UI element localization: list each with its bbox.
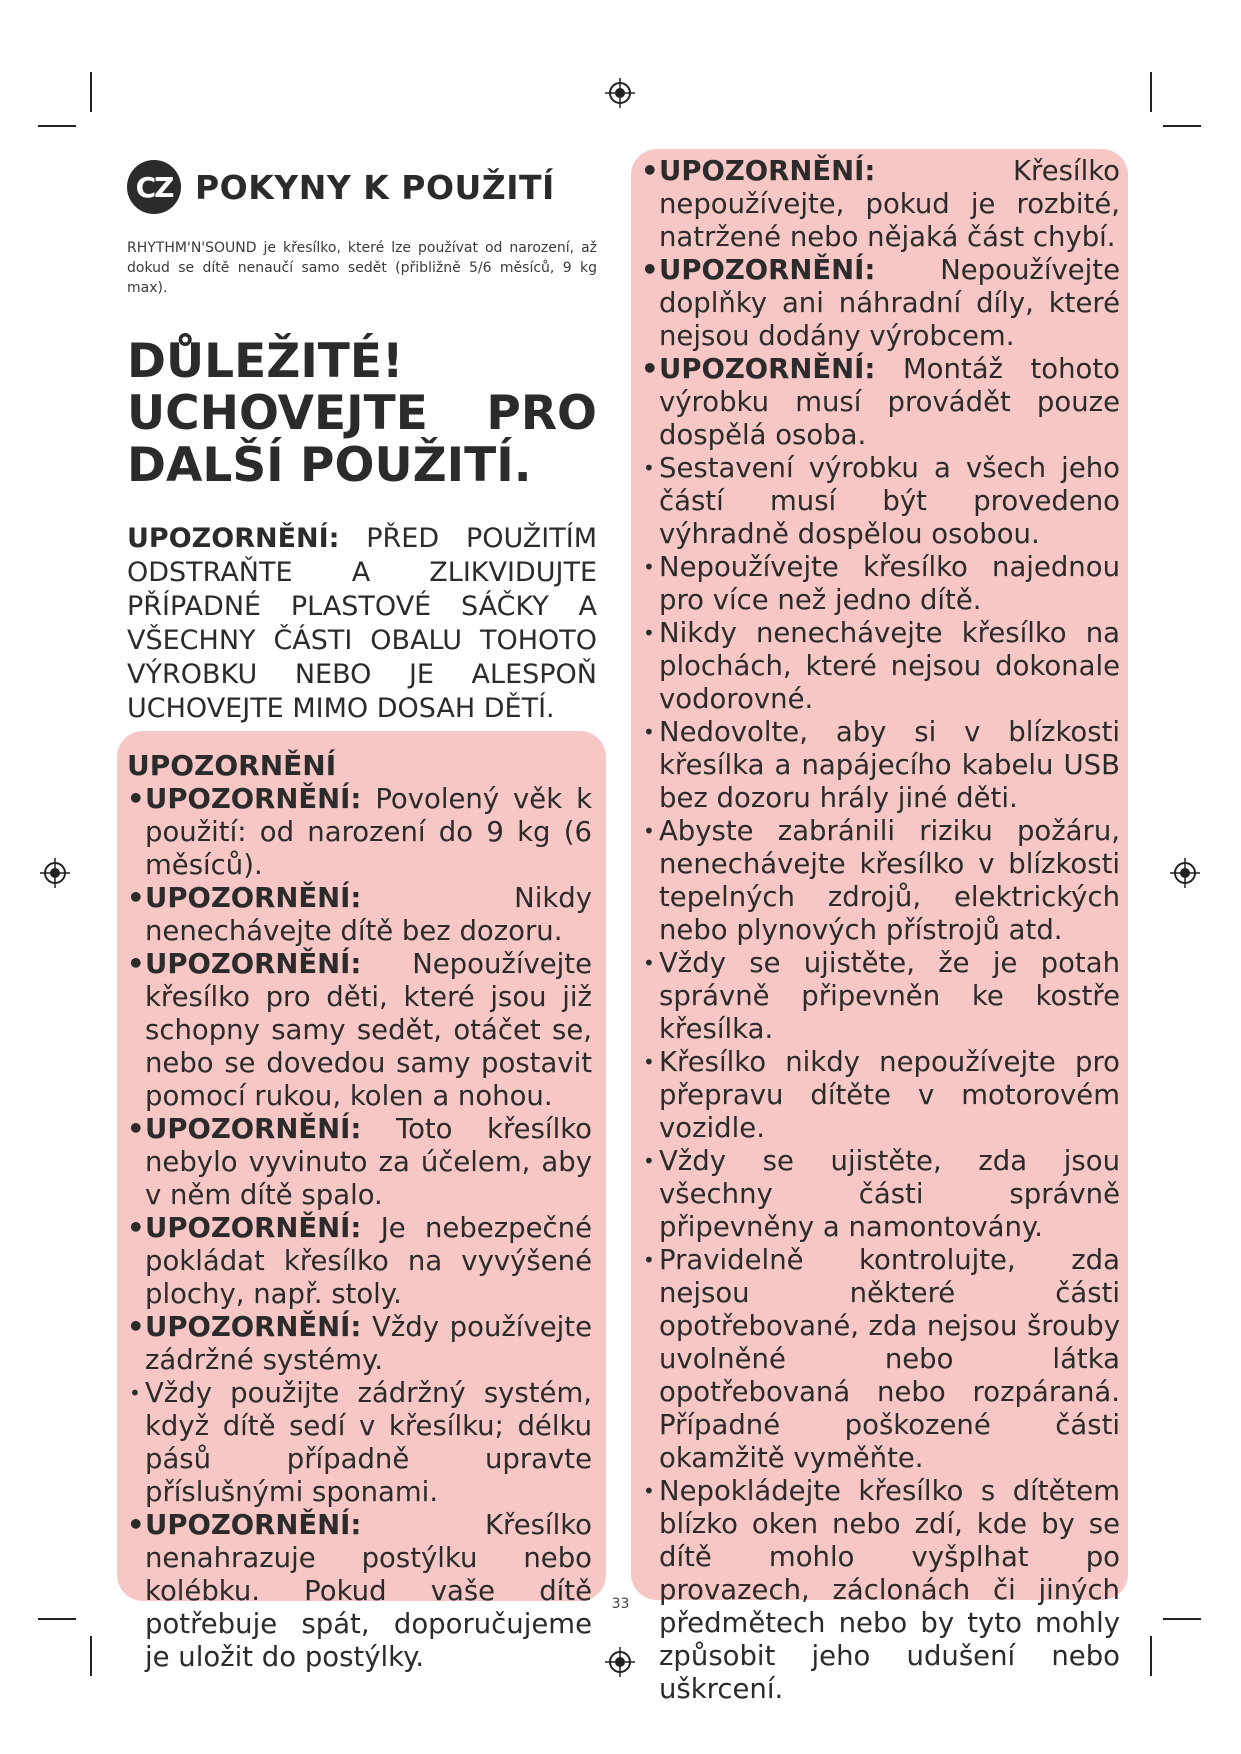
warning-item (641, 947, 1120, 1046)
section-header (127, 160, 597, 214)
warning-label: UPOZORNĚNÍ: (145, 783, 362, 815)
important-heading-line1: DŮLEŽITÉ! (127, 334, 404, 389)
registration-mark-icon (605, 78, 635, 108)
warning-text: Nikdy nenechávejte dítě bez dozoru. (145, 882, 592, 947)
crop-mark (38, 125, 76, 127)
important-heading (127, 336, 597, 492)
warning-label: UPOZORNĚNÍ: (659, 254, 876, 286)
warnings-box-right (631, 149, 1128, 1705)
warning-item (641, 815, 1120, 947)
warning-text: Povolený věk k použití: od narození do 9 kg (6 měsíců). (145, 783, 592, 881)
warning-item (127, 948, 592, 1113)
crop-mark (1163, 1618, 1201, 1620)
warning-item (127, 783, 592, 882)
warning-item (641, 716, 1120, 815)
registration-mark-icon (40, 858, 70, 888)
warning-text: Nikdy nenechávejte křesílko na plochách, které nejsou dokonale vodorovné. (659, 617, 1120, 715)
bullet-icon: • (127, 948, 145, 980)
warning-item (641, 155, 1120, 254)
crop-mark (90, 72, 92, 112)
warning-label: UPOZORNĚNÍ: (145, 1212, 362, 1244)
important-heading-line2 (127, 388, 597, 440)
bullet-icon: • (127, 1113, 145, 1145)
warning-text: Vždy použijte zádržný systém, když dítě sedí v křesílku; délku pásů případně upravte příslušnými sponami. (145, 1377, 592, 1508)
bullet-icon: • (127, 1212, 145, 1244)
warning-text: Nepoužívejte doplňky ani náhradní díly, které nejsou dodány výrobcem. (659, 254, 1120, 352)
registration-mark-icon (605, 1647, 635, 1677)
bullet-icon: • (643, 1479, 655, 1503)
bullet-icon: • (127, 783, 145, 815)
warning-item (641, 1046, 1120, 1145)
warning-text: Vždy se ujistěte, že je potah správně připevněn ke kostře křesílka. (659, 947, 1120, 1045)
warning-item (127, 1509, 592, 1674)
crop-mark (90, 1636, 92, 1676)
packaging-warning-label: UPOZORNĚNÍ: (127, 523, 340, 554)
warning-label: UPOZORNĚNÍ: (659, 353, 876, 385)
bullet-icon: • (641, 254, 659, 286)
bullet-icon: • (643, 621, 655, 645)
warning-item (641, 617, 1120, 716)
warning-item (641, 452, 1120, 551)
bullet-icon: • (643, 1149, 655, 1173)
warning-text: Vždy používejte zádržné systémy. (145, 1311, 592, 1376)
bullet-icon: • (643, 951, 655, 975)
warning-label: UPOZORNĚNÍ: (145, 882, 362, 914)
warning-text: Nedovolte, aby si v blízkosti křesílka a napájecího kabelu USB bez dozoru hrály jiné děti. (659, 716, 1120, 814)
warning-text: Křesílko nepoužívejte, pokud je rozbité, natržené nebo nějaká část chybí. (659, 155, 1120, 253)
warning-text: Křesílko nenahrazuje postýlku nebo kolébku. Pokud vaše dítě potřebuje spát, doporučujeme je uložit do postýlky. (145, 1509, 592, 1673)
bullet-icon: • (129, 1381, 141, 1405)
warning-text: Toto křesílko nebylo vyvinuto za účelem, aby v něm dítě spalo. (145, 1113, 592, 1211)
packaging-warning-text: PŘED POUŽITÍM ODSTRAŇTE A ZLIKVIDUJTE PŘÍPADNÉ PLASTOVÉ SÁČKY A VŠECHNY ČÁSTI OBALU TOHOTO VÝROBKU NEBO JE ALESPOŇ UCHOVEJTE MIMO DOSAH DĚTÍ. (127, 523, 597, 724)
warning-item (641, 1244, 1120, 1475)
bullet-icon: • (643, 1248, 655, 1272)
warning-label: UPOZORNĚNÍ: (145, 1311, 362, 1343)
bullet-icon: • (127, 882, 145, 914)
important-heading-line2a: UCHOVEJTE (127, 386, 428, 441)
warnings-list-left (127, 783, 592, 1674)
bullet-icon: • (127, 1509, 145, 1541)
warning-item (127, 1212, 592, 1311)
warning-text: Abyste zabránili riziku požáru, nenechávejte křesílko v blízkosti tepelných zdrojů, elektrických nebo plynových přístrojů atd. (659, 815, 1120, 946)
warning-text: Nepoužívejte křesílko pro děti, které jsou již schopny samy sedět, otáčet se, nebo se dovedou samy postavit pomocí rukou, kolen a nohou. (145, 948, 592, 1112)
important-heading-line3: DALŠÍ POUŽITÍ. (127, 438, 532, 493)
warning-text: Je nebezpečné pokládat křesílko na vyvýšené plochy, např. stoly. (145, 1212, 592, 1310)
warning-text: Pravidelně kontrolujte, zda nejsou některé části opotřebované, zda nejsou šrouby uvolněné nebo látka opotřebovaná nebo rozpáraná. Případné poškozené části okamžitě vyměňte. (659, 1244, 1120, 1474)
warning-text: Sestavení výrobku a všech jeho částí musí být provedeno výhradně dospělou osobou. (659, 452, 1120, 550)
bullet-icon: • (641, 155, 659, 187)
warning-item (641, 1145, 1120, 1244)
warning-text: Křesílko nikdy nepoužívejte pro přepravu dítěte v motorovém vozidle. (659, 1046, 1120, 1144)
registration-mark-icon (1170, 858, 1200, 888)
warning-item (641, 353, 1120, 452)
warning-item (641, 551, 1120, 617)
warning-text: Montáž tohoto výrobku musí provádět pouze dospělá osoba. (659, 353, 1120, 451)
left-column (127, 160, 597, 726)
intro-paragraph: RHYTHM'N'SOUND je křesílko, které lze používat od narození, až dokud se dítě nenaučí samo sedět (přibližně 5/6 měsíců, 9 kg max). (127, 240, 597, 296)
crop-mark (1163, 125, 1201, 127)
important-heading-line2b: PRO (486, 386, 597, 441)
bullet-icon: • (643, 555, 655, 579)
bullet-icon: • (643, 720, 655, 744)
warning-item (127, 1377, 592, 1509)
warning-text: Nepokládejte křesílko s dítětem blízko oken nebo zdí, kde by se dítě mohlo vyšplhat po provazech, záclonách či jiných předmětech nebo by tyto mohly způsobit jeho udušení nebo uškrcení. (659, 1475, 1120, 1705)
warnings-list-right (641, 155, 1120, 1706)
warning-text: Nepoužívejte křesílko najednou pro více než jedno dítě. (659, 551, 1120, 616)
warning-label: UPOZORNĚNÍ: (145, 1509, 362, 1541)
warnings-heading: UPOZORNĚNÍ (127, 749, 337, 782)
crop-mark (38, 1618, 76, 1620)
bullet-icon: • (643, 1050, 655, 1074)
warning-item (127, 1113, 592, 1212)
bullet-icon: • (643, 819, 655, 843)
warning-item (641, 254, 1120, 353)
language-badge: CZ (127, 160, 181, 214)
bullet-icon: • (127, 1311, 145, 1343)
crop-mark (1150, 1636, 1152, 1676)
warning-item (127, 882, 592, 948)
bullet-icon: • (641, 353, 659, 385)
warning-item (641, 1475, 1120, 1706)
page-number: 33 (611, 1596, 630, 1612)
warnings-box-left (117, 731, 606, 1673)
warning-label: UPOZORNĚNÍ: (145, 1113, 362, 1145)
warning-label: UPOZORNĚNÍ: (659, 155, 876, 187)
warning-label: UPOZORNĚNÍ: (145, 948, 362, 980)
bullet-icon: • (643, 456, 655, 480)
crop-mark (1150, 72, 1152, 112)
page-title: POKYNY K POUŽITÍ (195, 167, 555, 207)
packaging-warning (127, 522, 597, 726)
warning-text: Vždy se ujistěte, zda jsou všechny části správně připevněny a namontovány. (659, 1145, 1120, 1243)
warning-item (127, 1311, 592, 1377)
